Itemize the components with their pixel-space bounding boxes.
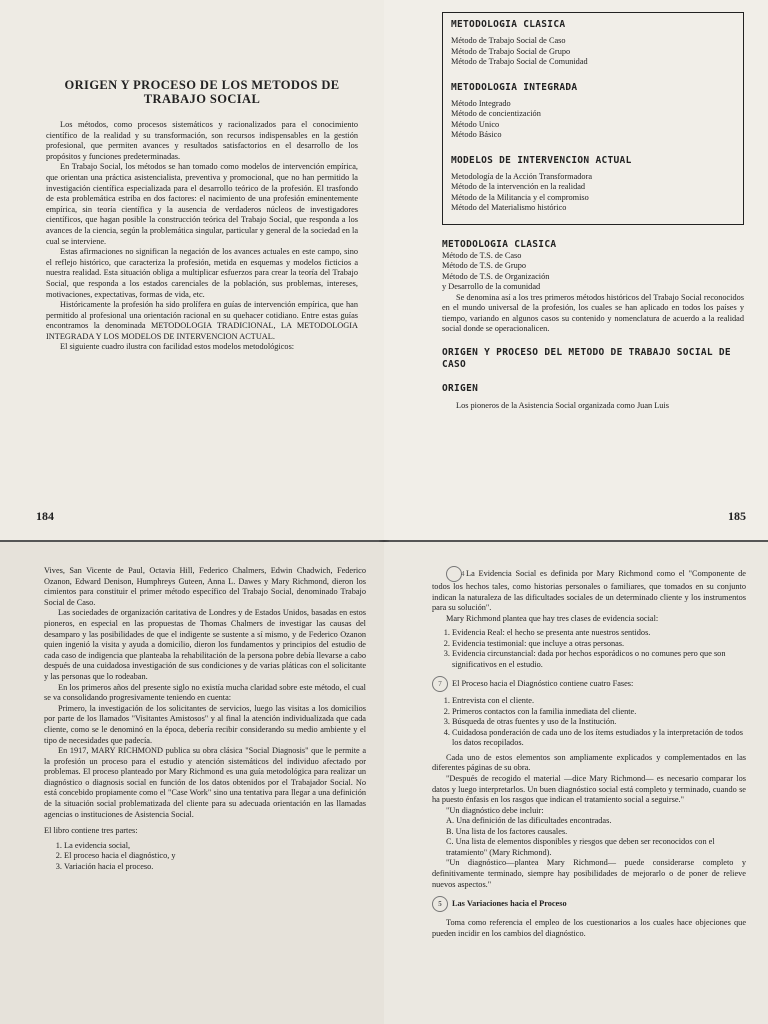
list-item: 3. Evidencia circunstancial: dada por hechos esporádicos o no comunes pero que son significativos en el estudio. — [452, 649, 746, 670]
page-number: 185 — [728, 509, 746, 523]
paragraph: Las sociedades de organización caritativa de Londres y de Estados Unidos, basadas en estos pioneros, en especial en las propuestas de Thomas Chalmers de investigar las causas del desamparo y las posibilidades de que el indigente se sustente a sí mismo, y de Federico Ozanon quien ingenió la visita y ayuda a domicilio, dieron los fundamentos y principios del estudio de cada caso de indigencia que planteaba la rehabilitación de la persona pobre debía llevarse a cabo después de una cuidadosa investigación de sus condiciones y de varias pláticas con el solicitante y las personas que lo rodeaban. — [44, 608, 366, 681]
section-heading: METODOLOGIA CLASICA — [442, 238, 557, 250]
paragraph: Históricamente la profesión ha sido prolífera en guías de intervención empírica, que han permitido al profesional una orientación racional en su quehacer cotidiano. Entre estas guías encontramos la denominada METODOLOGIA TRADICIONAL, LA METODOLOGIA INTEGRADA Y LOS MODELOS DE INTERVENCION ACTUAL. — [46, 300, 358, 341]
methodology-box — [442, 12, 744, 225]
page-title: ORIGEN Y PROCESO DE LOS METODOS DE TRABAJO SOCIAL — [64, 78, 340, 106]
process-heading: 7 El Proceso hacia el Diagnóstico contiene cuatro Fases: — [432, 676, 746, 692]
list-item: A. Una definición de las dificultades encontradas. — [446, 816, 612, 826]
variations-heading: 5 Las Variaciones hacia el Proceso — [432, 896, 746, 912]
box-heading: MODELOS DE INTERVENCION ACTUAL — [451, 154, 632, 166]
evidence-list — [432, 628, 746, 670]
paragraph: "Un diagnóstico—plantea Mary Richmond— puede considerarse completo y definitivamente terminado, siempre hay posibilidades de mejorarlo o de poner de relieve nuevos aspectos." — [432, 858, 746, 889]
box-item: Método de concientización — [451, 109, 541, 118]
paragraph: 4 La Evidencia Social es definida por Mary Richmond como el "Componente de todos los hechos tales, como historias personales o familiares, que tomados en su conjunto indican la naturaleza de las dificultades sociales de un determinado cliente y los instrumentos para su solución". — [432, 566, 746, 614]
list-item: 1. La evidencia social, — [64, 841, 366, 852]
section-item: Método de T.S. de Grupo — [442, 261, 527, 270]
section-heading: ORIGEN — [442, 382, 479, 394]
paragraph: Primero, la investigación de los solicitantes de servicios, luego las visitas a los domicilios por parte de los llamados "Visitantes Amistosos" y al final la atención individualizada que cada cliente, como se le denominó en la época, debería recibir considerando su medio ambiente y el tipo de necesidades que padecía. — [44, 703, 366, 745]
section-item: Método de T.S. de Organización — [442, 271, 550, 281]
list-item: 1. Entrevista con el cliente. — [452, 696, 746, 707]
section-item: y Desarrollo de la comunidad — [442, 282, 541, 291]
list-item: 2. El proceso hacia el diagnóstico, y — [64, 851, 366, 862]
list-item: B. Una lista de los factores causales. — [446, 826, 568, 836]
paragraph: El siguiente cuadro ilustra con facilidad estos modelos metodológicos: — [60, 342, 295, 352]
box-item: Método del Materialismo histórico — [451, 203, 567, 212]
box-heading: METODOLOGIA INTEGRADA — [451, 81, 578, 93]
list-intro: El libro contiene tres partes: — [44, 826, 138, 836]
list-item: C. Una lista de elementos disponibles y riesgos que deben ser reconocidos con el tratamiento" (Mary Richmond). — [446, 837, 715, 857]
page-number: 184 — [36, 509, 54, 523]
section-heading: ORIGEN Y PROCESO DEL METODO DE TRABAJO SOCIAL DE CASO — [442, 346, 731, 370]
box-heading: METODOLOGIA CLASICA — [451, 19, 566, 30]
paragraph: En Trabajo Social, los métodos se han tomado como modelos de intervención empírica, que orientan una práctica asistencialista, preventiva y promocional, que no han permitido la investigación científica especializada para el desarrollo teórico de la profesión. El trasfondo de esta problemática estriba en dos factores: el nacimiento de una profesión eminentemente empírica, sin teoría científica y la ausencia de verdaderos núcleos de investigadores científicos, que hagan posible la construcción teórica del Trabajo Social, que responda a los avances de la ciencia, según la problemática singular, particular y general de la sociedad en la cual se interviene. — [46, 162, 358, 246]
paragraph: Mary Richmond plantea que hay tres clases de evidencia social: — [446, 613, 659, 623]
paragraph: En los primeros años del presente siglo no existía mucha claridad sobre este método, el cual se va consolidando progresivamente teniendo en cuenta: — [44, 682, 366, 703]
handwritten-circle-mark: 5 — [432, 896, 448, 912]
phase-list — [432, 696, 746, 749]
box-item: Método Integrado — [451, 98, 511, 108]
box-item: Método de la Militancia y el compromiso — [451, 192, 589, 202]
page-185 — [384, 0, 768, 540]
box-item: Método de Trabajo Social de Caso — [451, 36, 566, 45]
page-bottom-left — [0, 542, 384, 1024]
list-item: 2. Evidencia testimonial: que incluye a otras personas. — [452, 639, 746, 650]
paragraph: Cada uno de estos elementos son ampliamente explicados y complementados en las diferentes páginas de su obra. — [432, 752, 746, 773]
paragraph: Toma como referencia el empleo de los cuestionarios a los cuales hace objeciones que pueden incidir en los cambios del diagnóstico. — [432, 918, 746, 938]
paragraph: "Después de recogido el material —dice Mary Richmond— es necesario comparar los datos y luego interpretarlos. Un buen diagnóstico social está completo y terminado, cuando se ha puesto énfasis en los rasgos que indican el tratamiento social a seguirse." — [432, 774, 746, 805]
handwritten-circle-mark: 7 — [432, 676, 448, 692]
paragraph: Estas afirmaciones no significan la negación de los avances actuales en este campo, sino el reflejo histórico, que caracteriza la profesión, metida en esquemas y modelos ficticios a nuestra realidad. Esta situación obliga a multiplicar esfuerzos para crear la teoría del Trabajo Social, que responda a los estados carenciales de la población, sus problemas, intereses, motivaciones, expectativas, formas de vida, etc. — [46, 247, 358, 299]
section-item: Método de T.S. de Caso — [442, 250, 522, 260]
box-item: Método Básico — [451, 130, 502, 139]
paragraph: Los pioneros de la Asistencia Social organizada como Juan Luis — [456, 400, 669, 410]
list-item: 3. Búsqueda de otras fuentes y uso de la Institución. — [452, 717, 746, 728]
list-item: 1. Evidencia Real: el hecho se presenta ante nuestros sentidos. — [452, 628, 746, 639]
paragraph: En 1917, MARY RICHMOND publica su obra clásica "Social Diagnosis" que le permite a la profesión un proceso para el estudio y atención sistemáticos del individuo afectado por problemas. El proceso planteado por Mary Richmond es una guía metodológica para realizar un diagnóstico o diagnosis social en función de los datos obtenidos por el Trabajador Social. No está concebido propiamente como el "Case Work" sino una tentativa para llegar a una definición de la situación social problematizada del cliente para su adecuada orientación en las llamadas agencias o instituciones de Asistencia Social. — [44, 746, 366, 819]
list-item: 3. Variación hacia el proceso. — [64, 862, 366, 873]
paragraph: Los métodos, como procesos sistemáticos y racionalizados para el conocimiento científico de la realidad y su transformación, son recursos indispensables en la gestión profesional, que permiten avances y resultados satisfactorios en el desarrollo de los propósitos y funciones predeterminadas. — [46, 120, 358, 161]
page-184 — [0, 0, 384, 540]
box-item: Método Unico — [451, 119, 500, 129]
box-item: Método de la intervención en la realidad — [451, 182, 586, 191]
parts-list — [44, 841, 366, 873]
paragraph: Se denomina así a los tres primeros métodos históricos del Trabajo Social reconocidos en el mundo universal de la profesión, los cuales se han aplicado en todos los países y tiempo, variando en algunos casos su contenido y nomenclatura de acuerdo a la realidad social donde se operacionalicen. — [442, 292, 744, 334]
box-item: Método de Trabajo Social de Comunidad — [451, 57, 588, 66]
paragraph: Vives, San Vicente de Paul, Octavia Hill, Federico Chalmers, Edwin Chadwich, Federico Ozanon, Edward Denison, Humphreys Guteen, Anna L. Dawes y Mary Richmond, dieron los cimientos para constituir el primer método específico del Trabajo Social, denominado Trabajo Social de Caso. — [44, 566, 366, 607]
box-item: Método de Trabajo Social de Grupo — [451, 46, 571, 56]
page-bottom-right — [384, 542, 768, 1024]
paragraph: "Un diagnóstico debe incluir: — [446, 805, 544, 815]
handwritten-circle-mark: 4 — [446, 566, 462, 582]
list-item: 2. Primeros contactos con la familia inmediata del cliente. — [452, 707, 746, 718]
list-item: 4. Cuidadosa ponderación de cada uno de los ítems estudiados y la interpretación de todos los datos recopilados. — [452, 728, 746, 749]
box-item: Metodología de la Acción Transformadora — [451, 171, 593, 181]
